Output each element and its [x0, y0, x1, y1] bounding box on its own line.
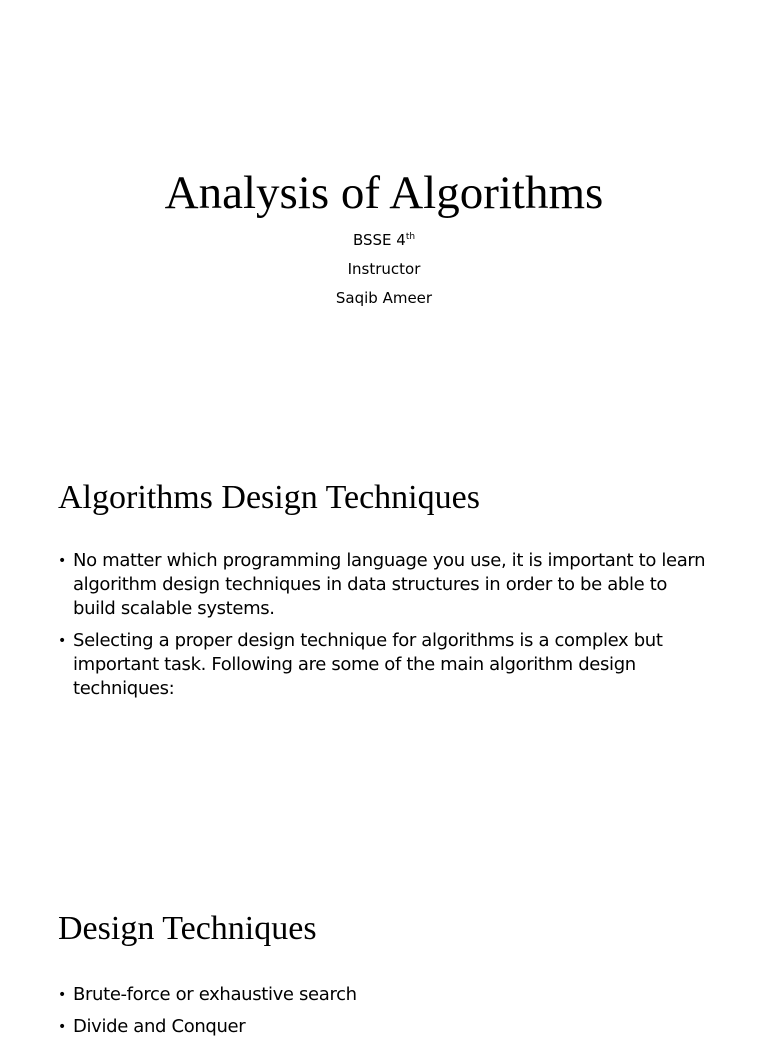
instructor-label: Instructor — [347, 260, 421, 278]
bullet-list — [58, 549, 708, 709]
title-slide — [0, 0, 768, 432]
bullet-item — [58, 549, 708, 621]
course-text: BSSE 4 — [352, 231, 406, 249]
bullet-icon: • — [58, 633, 66, 649]
bullet-text: Selecting a proper design technique for algorithms is a complex but important task. Following are some of the main algorithm design techniques: — [73, 630, 663, 699]
slide-heading: Algorithms Design Techniques — [58, 479, 480, 516]
bullet-item — [58, 629, 708, 701]
course-label — [0, 230, 768, 250]
bullet-list — [58, 983, 708, 1047]
bullet-icon: • — [58, 553, 66, 569]
bullet-text: Divide and Conquer — [73, 1016, 246, 1037]
bullet-icon: • — [58, 1019, 66, 1035]
slide-heading: Design Techniques — [58, 910, 317, 947]
bullet-text: Brute-force or exhaustive search — [73, 984, 357, 1005]
instructor-name: Saqib Ameer — [335, 289, 433, 307]
bullet-item — [58, 1015, 708, 1039]
bullet-icon: • — [58, 987, 66, 1003]
design-techniques-intro-slide — [0, 432, 768, 864]
presentation-title: Analysis of Algorithms — [164, 167, 604, 219]
bullet-item — [58, 983, 708, 1007]
bullet-text: No matter which programming language you use, it is important to learn algorithm design techniques in data structures in order to be able to build scalable systems. — [73, 550, 706, 619]
design-techniques-slide — [0, 864, 768, 1037]
course-superscript: th — [405, 232, 416, 242]
